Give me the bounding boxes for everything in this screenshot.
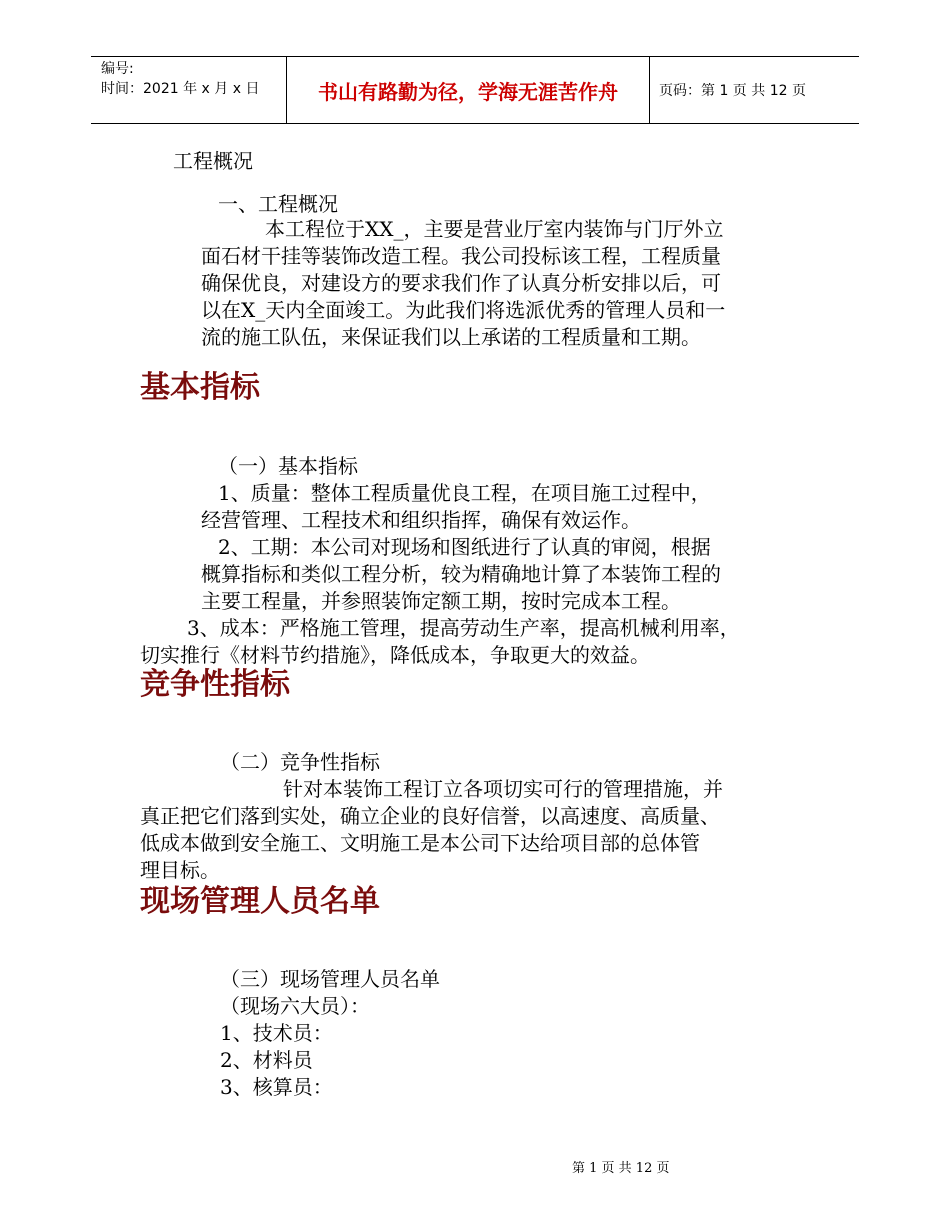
header-number-label: 编号: xyxy=(101,61,134,77)
paragraph-line: 真正把它们落到实处，确立企业的良好信誉，以高速度、高质量、 xyxy=(140,804,720,828)
section-heading: 一、工程概况 xyxy=(218,192,338,216)
paragraph-line: 流的施工队伍，来保证我们以上承诺的工程质量和工期。 xyxy=(201,325,701,349)
paragraph-line: 2、工期：本公司对现场和图纸进行了认真的审阅，根据 xyxy=(218,535,711,559)
header-time-label: 时间：2021 年 x 月 x 日 xyxy=(101,81,260,97)
paragraph-line: 概算指标和类似工程分析，较为精确地计算了本装饰工程的 xyxy=(201,562,721,586)
header-motto: 书山有路勤为径，学海无涯苦作舟 xyxy=(318,79,618,104)
paragraph-line: 主要工程量，并参照装饰定额工期，按时完成本工程。 xyxy=(201,589,681,613)
major-heading: 基本指标 xyxy=(140,370,260,405)
paragraph-line: 理目标。 xyxy=(140,858,220,882)
paragraph-line: 确保优良，对建设方的要求我们作了认真分析安排以后，可 xyxy=(201,271,721,295)
header-divider xyxy=(649,57,650,123)
paragraph-line: 切实推行《材料节约措施》，降低成本，争取更大的效益。 xyxy=(140,643,650,667)
paragraph-line: 针对本装饰工程订立各项切实可行的管理措施，并 xyxy=(283,777,723,801)
section-heading: （一）基本指标 xyxy=(218,454,358,478)
paragraph-line: 3、成本：严格施工管理，提高劳动生产率，提高机械利用率， xyxy=(187,616,740,640)
paragraph-line: 面石材干挂等装饰改造工程。我公司投标该工程，工程质量 xyxy=(201,244,721,268)
page-header xyxy=(91,56,859,124)
paragraph-line: 本工程位于XX_，主要是营业厅室内装饰与门厅外立 xyxy=(265,217,724,241)
paragraph-line: 1、质量：整体工程质量优良工程，在项目施工过程中， xyxy=(218,481,711,505)
list-item: 1、技术员： xyxy=(220,1021,333,1045)
paragraph-line: 低成本做到安全施工、文明施工是本公司下达给项目部的总体管 xyxy=(140,831,700,855)
page-footer: 第 1 页 共 12 页 xyxy=(572,1161,670,1176)
header-page-info: 页码：第 1 页 共 12 页 xyxy=(659,83,806,99)
list-item: （现场六大员）： xyxy=(220,994,370,1018)
document-title: 工程概况 xyxy=(173,149,253,173)
section-heading: （三）现场管理人员名单 xyxy=(220,967,440,991)
list-item: 3、核算员： xyxy=(220,1075,333,1099)
paragraph-line: 以在X_天内全面竣工。为此我们将选派优秀的管理人员和一 xyxy=(201,298,726,322)
header-meta xyxy=(101,59,286,99)
list-item: 2、材料员 xyxy=(220,1048,313,1072)
paragraph-line: 经营管理、工程技术和组织指挥，确保有效运作。 xyxy=(201,508,641,532)
section-heading: （二）竞争性指标 xyxy=(220,750,380,774)
major-heading: 竞争性指标 xyxy=(140,667,290,702)
major-heading: 现场管理人员名单 xyxy=(140,884,380,919)
